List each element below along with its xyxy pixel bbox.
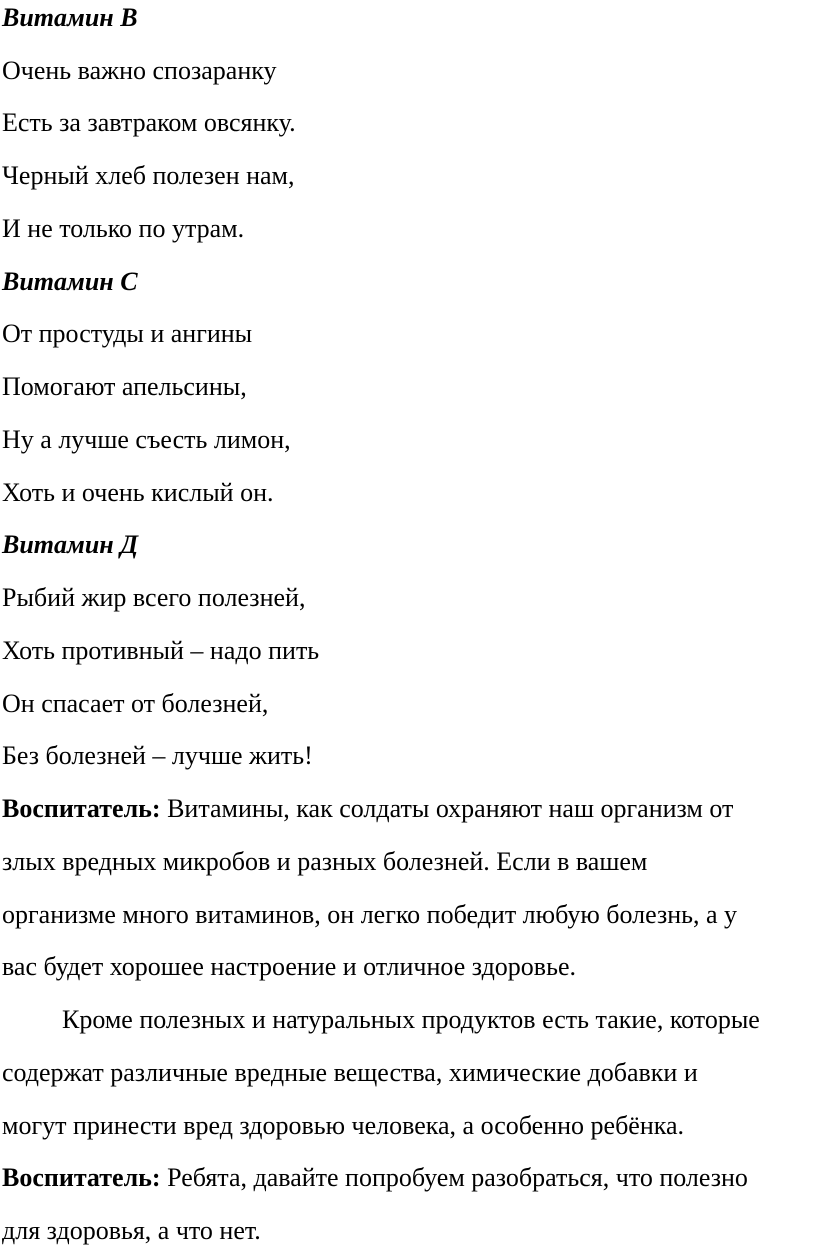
paragraph-text: Ребята, давайте попробуем разобраться, что полезно [167,1163,748,1192]
poem-line: Хоть противный – надо пить [2,636,320,665]
poem-line: Очень важно спозаранку [2,56,277,85]
stanza-heading-vitamin-b: Витамин В [2,3,138,32]
poem-line: И не только по утрам. [2,214,245,243]
paragraph-line: могут принести вред здоровью человека, а особенно ребёнка. [2,1111,685,1140]
paragraph-line: организме много витаминов, он легко победит любую болезнь, а у [2,900,738,929]
paragraph-line: Кроме полезных и натуральных продуктов есть такие, которые [62,1005,760,1034]
paragraph-text: Витамины, как солдаты охраняют наш организм от [167,794,734,823]
poem-line: От простуды и ангины [2,319,253,348]
stanza-heading-vitamin-d: Витамин Д [2,530,138,559]
paragraph-line: злых вредных микробов и разных болезней. Если в вашем [2,847,648,876]
poem-line: Хоть и очень кислый он. [2,478,274,507]
paragraph-line: содержат различные вредные вещества, химические добавки и [2,1058,698,1087]
paragraph-line: вас будет хорошее настроение и отличное здоровье. [2,952,576,981]
poem-line: Ну а лучше съесть лимон, [2,425,291,454]
poem-line: Без болезней – лучше жить! [2,741,313,770]
paragraph-line: для здоровья, а что нет. [2,1216,261,1245]
poem-line: Рыбий жир всего полезней, [2,583,306,612]
poem-line: Есть за завтраком овсянку. [2,108,296,137]
stanza-heading-vitamin-c: Витамин С [2,267,138,296]
poem-line: Помогают апельсины, [2,372,247,401]
paragraph-line [2,793,733,825]
poem-line: Он спасает от болезней, [2,689,269,718]
speaker-label: Воспитатель: [2,1163,161,1192]
poem-line: Черный хлеб полезен нам, [2,161,295,190]
speaker-label: Воспитатель: [2,794,161,823]
paragraph-line [2,1162,748,1194]
